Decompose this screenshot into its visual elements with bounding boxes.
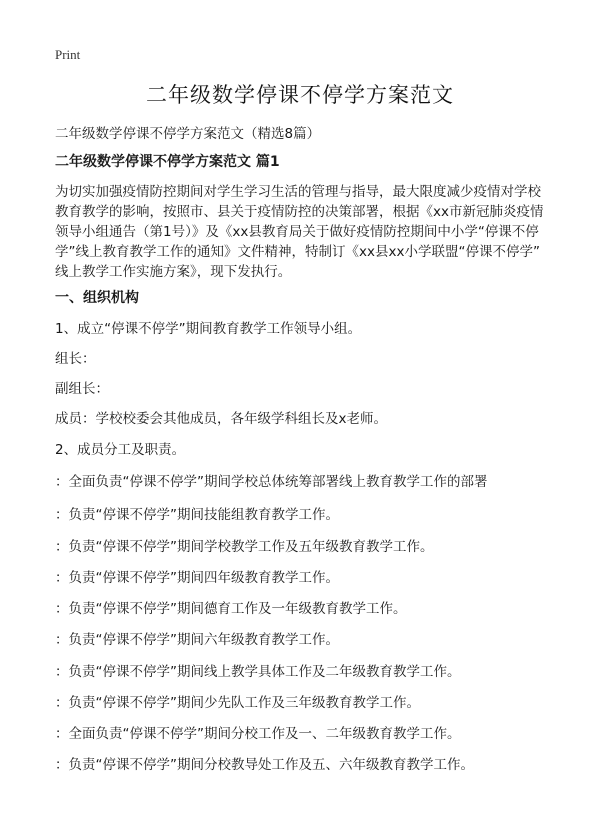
intro-paragraph bbox=[55, 182, 553, 282]
vice-leader-line: 副组长： bbox=[55, 381, 109, 397]
intro-line: 线上教学工作实施方案》，现下发执行。 bbox=[55, 264, 292, 280]
item-1: 1、成立“停课不停学”期间教育教学工作领导小组。 bbox=[55, 321, 362, 337]
section-heading: 二年级数学停课不停学方案范文 篇1 bbox=[55, 154, 280, 170]
intro-line: 为切实加强疫情防控期间对学生学习生活的管理与指导，最大限度减少疫情对学校 bbox=[55, 184, 541, 200]
duty-item: ：负责“停课不停学”期间四年级教育教学工作。 bbox=[55, 570, 339, 586]
duty-item: ：全面负责“停课不停学”期间分校工作及一、二年级教育教学工作。 bbox=[55, 726, 461, 742]
intro-line: 教育教学的影响，按照市、县关于疫情防控的决策部署，根据《xx市新冠肺炎疫情 bbox=[55, 204, 544, 220]
print-label: Print bbox=[55, 47, 81, 62]
duty-item: ：负责“停课不停学”期间学校教学工作及五年级教育教学工作。 bbox=[55, 539, 434, 555]
item-2: 2、成员分工及职责。 bbox=[55, 442, 186, 458]
leader-line: 组长： bbox=[55, 351, 96, 367]
intro-line: 学”线上教育教学工作的通知》文件精神，特制订《xx县xx小学联盟“停课不停学” bbox=[55, 244, 540, 260]
duty-item: ：全面负责“停课不停学”期间学校总体统筹部署线上教育教学工作的部署 bbox=[55, 474, 488, 490]
duty-item: ：负责“停课不停学”期间线上教学具体工作及二年级教育教学工作。 bbox=[55, 664, 461, 680]
intro-line: 领导小组通告（第1号）》及《xx县教育局关于做好疫情防控期间中小学“停课不停 bbox=[55, 224, 539, 240]
duty-item: ：负责“停课不停学”期间技能组教育教学工作。 bbox=[55, 507, 339, 523]
duty-item: ：负责“停课不停学”期间六年级教育教学工作。 bbox=[55, 632, 339, 648]
page-title: 二年级数学停课不停学方案范文 bbox=[146, 83, 454, 107]
subtitle: 二年级数学停课不停学方案范文（精选8篇） bbox=[55, 126, 321, 142]
duty-item: ：负责“停课不停学”期间德育工作及一年级教育教学工作。 bbox=[55, 601, 407, 617]
members-line: 成员：学校校委会其他成员，各年级学科组长及x老师。 bbox=[55, 411, 387, 427]
org-heading: 一、组织机构 bbox=[55, 290, 139, 306]
duty-item: ：负责“停课不停学”期间少先队工作及三年级教育教学工作。 bbox=[55, 695, 420, 711]
duty-item: ：负责“停课不停学”期间分校教导处工作及五、六年级教育教学工作。 bbox=[55, 757, 474, 773]
